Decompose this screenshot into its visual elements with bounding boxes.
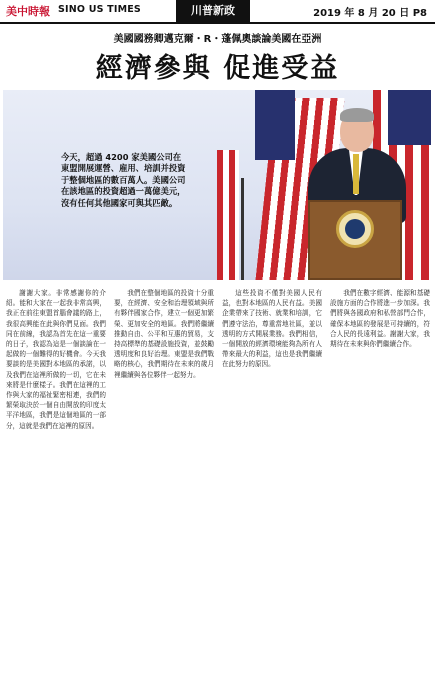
speaker-hair	[340, 108, 374, 122]
column-text: 我們在整個地區的投資十分重要，在經濟、安全和治理領域與所有夥伴國家合作，建立一個更加繁榮、更加安全的地區。我們將繼續推動自由、公平和互惠的貿易，支持高標準的基礎設施投資，並鼓勵透明度和良好治理。東盟是我們戰略的核心，我們期待在未來的歲月裡繼續與各位夥伴一起努力。	[114, 289, 214, 379]
news-photo	[3, 90, 431, 280]
issue-date: 2019 年 8 月 20 日 P8	[313, 8, 427, 19]
section-tab: 川普新政	[176, 0, 250, 22]
seal-center	[345, 219, 365, 239]
flag-canton	[255, 90, 295, 160]
main-headline: 經濟參與 促進受益	[95, 53, 340, 84]
article-column-1	[6, 288, 106, 700]
headline-kicker: 美國國務卿邁克爾・R・蓬佩奧談論美國在亞洲	[113, 34, 322, 45]
speaker-tie	[353, 154, 359, 194]
header-rule	[0, 22, 435, 24]
article-column-3	[222, 288, 322, 700]
article-body	[6, 288, 430, 700]
newspaper-logo: 美中時報	[6, 5, 50, 18]
page-header	[0, 0, 435, 22]
column-text: 謝謝大家。非常感謝你的介紹。能和大家在一起我非常高興，我正在前往東盟首腦會議的路上，我很高興能在此與你們見面。我們同在前線，我認為首先在這一重要的日子，我認為這是一個談論在一起做的一個難得的好機會。今天我要談的是美國對本地區的承諾，以及我們在這裡所做的一切，它在未來將是什麼樣子。我們在這裡的工作與大家的福祉緊密相連，我們的繁榮取決於一個自由開放的印度太平洋地區，我們是這個地區的一部分，這就是我們在這裡的原因。	[6, 289, 106, 430]
article-column-4	[330, 288, 430, 700]
column-text: 這些投資不僅對美國人民有益，也對本地區的人民有益。美國企業帶來了技術、就業和培訓，它們遵守法治，尊重當地社區，並以透明的方式開展業務。我們相信，一個開放的經濟環境能夠為所有人帶來最大的利益，這也是我們繼續在此努力的原因。	[222, 289, 322, 369]
us-flag-icon	[217, 150, 239, 280]
newspaper-logo-english: SINO US TIMES	[58, 4, 141, 15]
photo-caption: 今天，超過 4200 家美國公司在東盟開展運營、雇用、培訓并投資于整個地區的數百萬人。美國公司在該地區的投資超過一萬億美元，沒有任何其他國家可與其匹敵。	[61, 152, 186, 208]
article-column-2	[114, 288, 214, 700]
flag-canton	[388, 90, 431, 145]
column-text: 我們在數字經濟、能源和基礎設施方面的合作將進一步加深。我們將與各國政府和私營部門合作，確保本地區的發展是可持續的，符合人民的長遠利益。謝謝大家，我期待在未來與你們繼續合作。	[330, 289, 430, 349]
microphone-stand	[241, 178, 244, 280]
